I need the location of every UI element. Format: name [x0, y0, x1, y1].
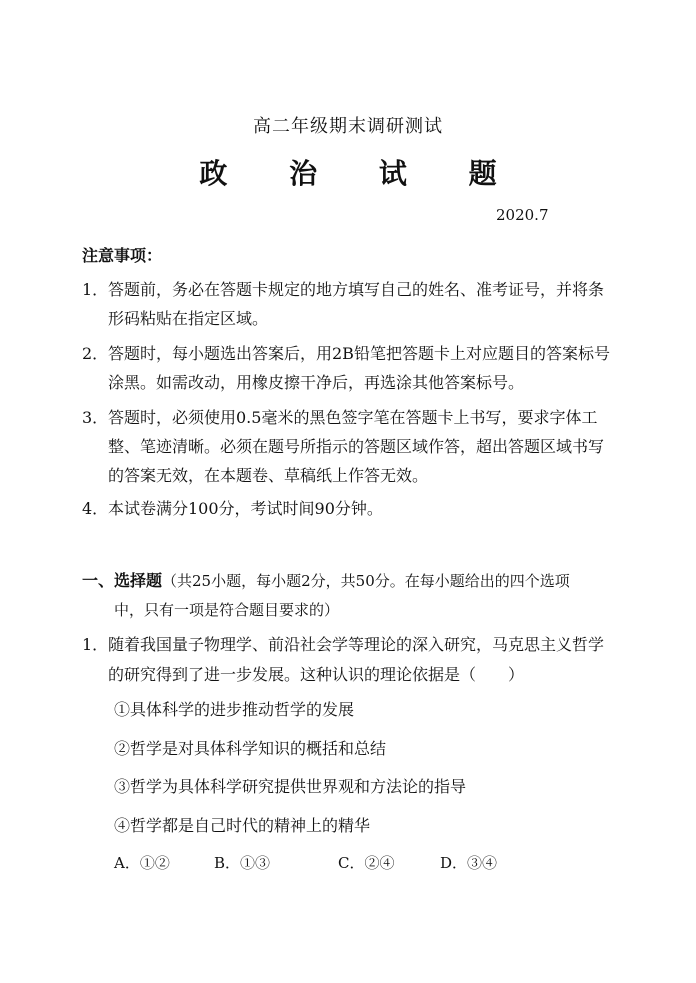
- section-label: 一、选择题: [82, 571, 163, 590]
- choice-d: D．③④: [440, 854, 498, 872]
- statement-3: ③哲学为具体科学研究提供世界观和方法论的指导: [114, 777, 467, 796]
- notice-item-text: 答题时，必须使用0.5毫米的黑色签字笔在答题卡上书写，要求字体工整、笔迹清晰。必须在题号所指示的答题区域作答，超出答题区域书写的答案无效，在本题卷、草稿纸上作答无效。: [108, 408, 605, 485]
- statement-1: ①具体科学的进步推动哲学的发展: [114, 700, 355, 719]
- notice-item-text: 本试卷满分100分，考试时间90分钟。: [108, 499, 383, 518]
- section-instructions-line2: 中，只有一项是符合题目要求的）: [114, 601, 340, 619]
- notice-item-text: 答题前，务必在答题卡规定的地方填写自己的姓名、准考证号，并将条形码粘贴在指定区域。: [108, 280, 605, 328]
- notice-item-1: [82, 275, 617, 333]
- exam-subtitle: 高二年级期末调研测试: [253, 116, 443, 137]
- notice-item-number: 1．: [82, 280, 109, 299]
- statement-4: ④哲学都是自己时代的精神上的精华: [114, 816, 371, 835]
- exam-title: 政 治 试 题: [199, 157, 523, 190]
- notice-item-text: 答题时，每小题选出答案后，用2B铅笔把答题卡上对应题目的答案标号涂黑。如需改动，用橡皮擦干净后，再选涂其他答案标号。: [108, 344, 610, 392]
- exam-date: 2020.7: [496, 206, 549, 224]
- statement-2: ②哲学是对具体科学知识的概括和总结: [114, 739, 387, 758]
- question-1-stem: [82, 630, 617, 690]
- section-heading: [82, 566, 622, 625]
- question-text: 随着我国量子物理学、前沿社会学等理论的深入研究，马克思主义哲学的研究得到了进一步发展。这种认识的理论依据是（ ）: [108, 635, 605, 684]
- notice-item-4: [82, 494, 617, 523]
- section-instructions-line1: （共25小题，每小题2分，共50分。在每小题给出的四个选项: [162, 572, 570, 590]
- notice-item-2: [82, 339, 617, 397]
- choice-a: A．①②: [114, 854, 170, 872]
- notice-item-number: 2．: [82, 344, 109, 363]
- notice-heading: 注意事项：: [82, 246, 163, 265]
- notice-item-number: 4．: [82, 499, 109, 518]
- choice-b: B．①③: [214, 854, 271, 872]
- notice-item-3: [82, 403, 617, 490]
- choice-c: C．②④: [338, 854, 395, 872]
- notice-item-number: 3．: [82, 408, 109, 427]
- question-number: 1．: [82, 635, 109, 654]
